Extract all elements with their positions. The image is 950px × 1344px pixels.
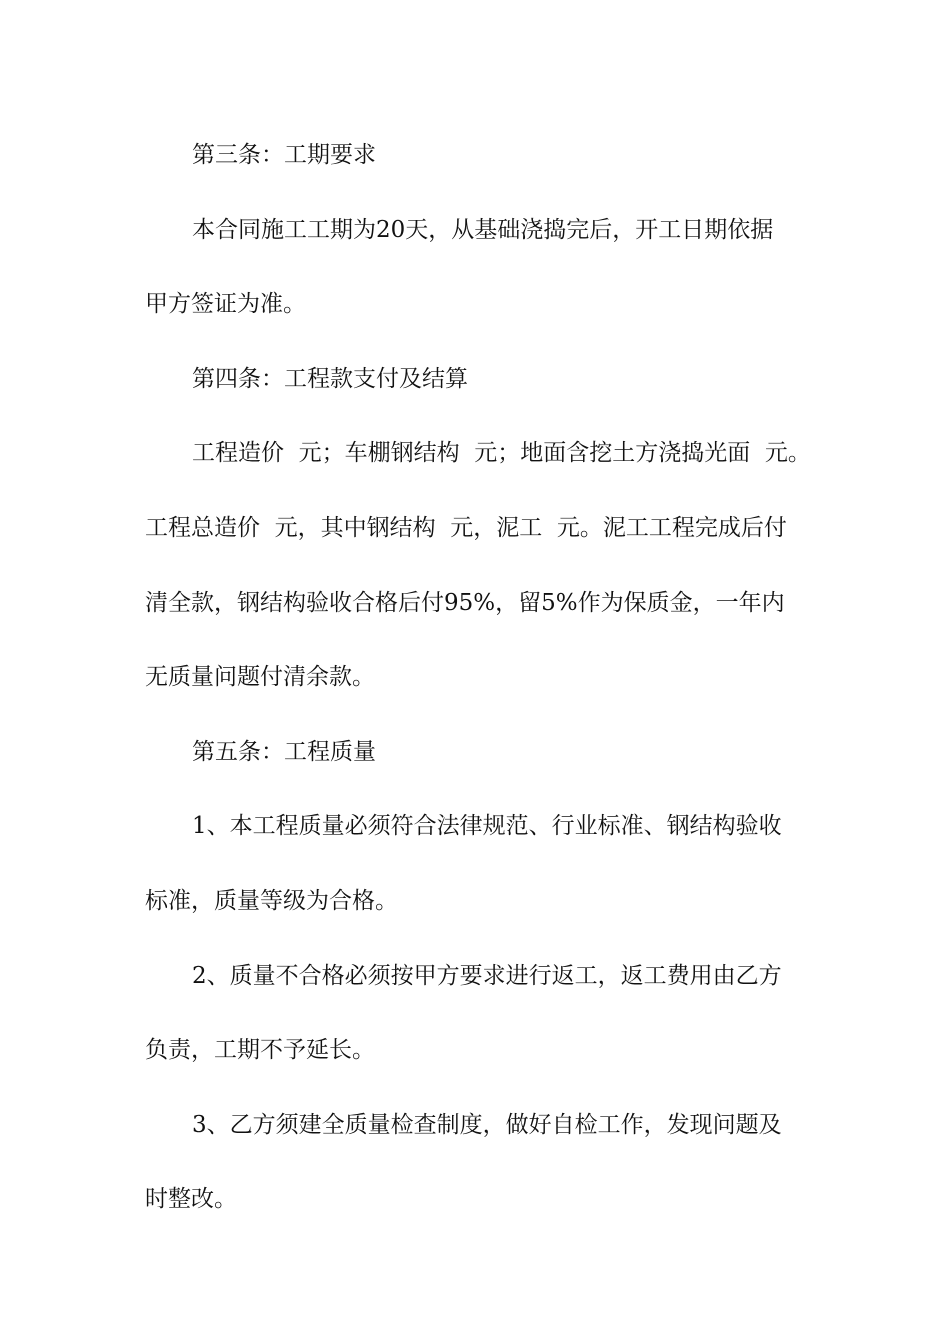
paragraph-line: 清全款，钢结构验收合格后付95%，留5%作为保质金，一年内 bbox=[145, 589, 785, 616]
paragraph-line: 负责，工期不予延长。 bbox=[145, 1037, 375, 1064]
paragraph-line: 无质量问题付清余款。 bbox=[145, 664, 375, 691]
document-body bbox=[145, 118, 815, 1237]
paragraph-line: 标准，质量等级为合格。 bbox=[145, 887, 398, 914]
section-heading-3: 第三条：工期要求 bbox=[192, 142, 376, 168]
paragraph-line: 工程总造价 元，其中钢结构 元，泥工 元。泥工工程完成后付 bbox=[145, 514, 787, 541]
paragraph-line: 时整改。 bbox=[145, 1186, 237, 1213]
clause-item-3: 3、乙方须建全质量检查制度，做好自检工作，发现问题及 bbox=[192, 1111, 782, 1138]
section-heading-4: 第四条：工程款支付及结算 bbox=[192, 365, 468, 392]
paragraph-line: 本合同施工工期为20天，从基础浇捣完后，开工日期依据 bbox=[192, 216, 774, 243]
paragraph-line: 工程造价 元；车棚钢结构 元；地面含挖土方浇捣光面 元。 bbox=[192, 440, 811, 467]
section-heading-5: 第五条：工程质量 bbox=[192, 738, 376, 765]
clause-item-2: 2、质量不合格必须按甲方要求进行返工，返工费用由乙方 bbox=[192, 962, 782, 989]
paragraph-line: 甲方签证为准。 bbox=[145, 291, 306, 318]
clause-item-1: 1、本工程质量必须符合法律规范、行业标准、钢结构验收 bbox=[192, 813, 782, 840]
